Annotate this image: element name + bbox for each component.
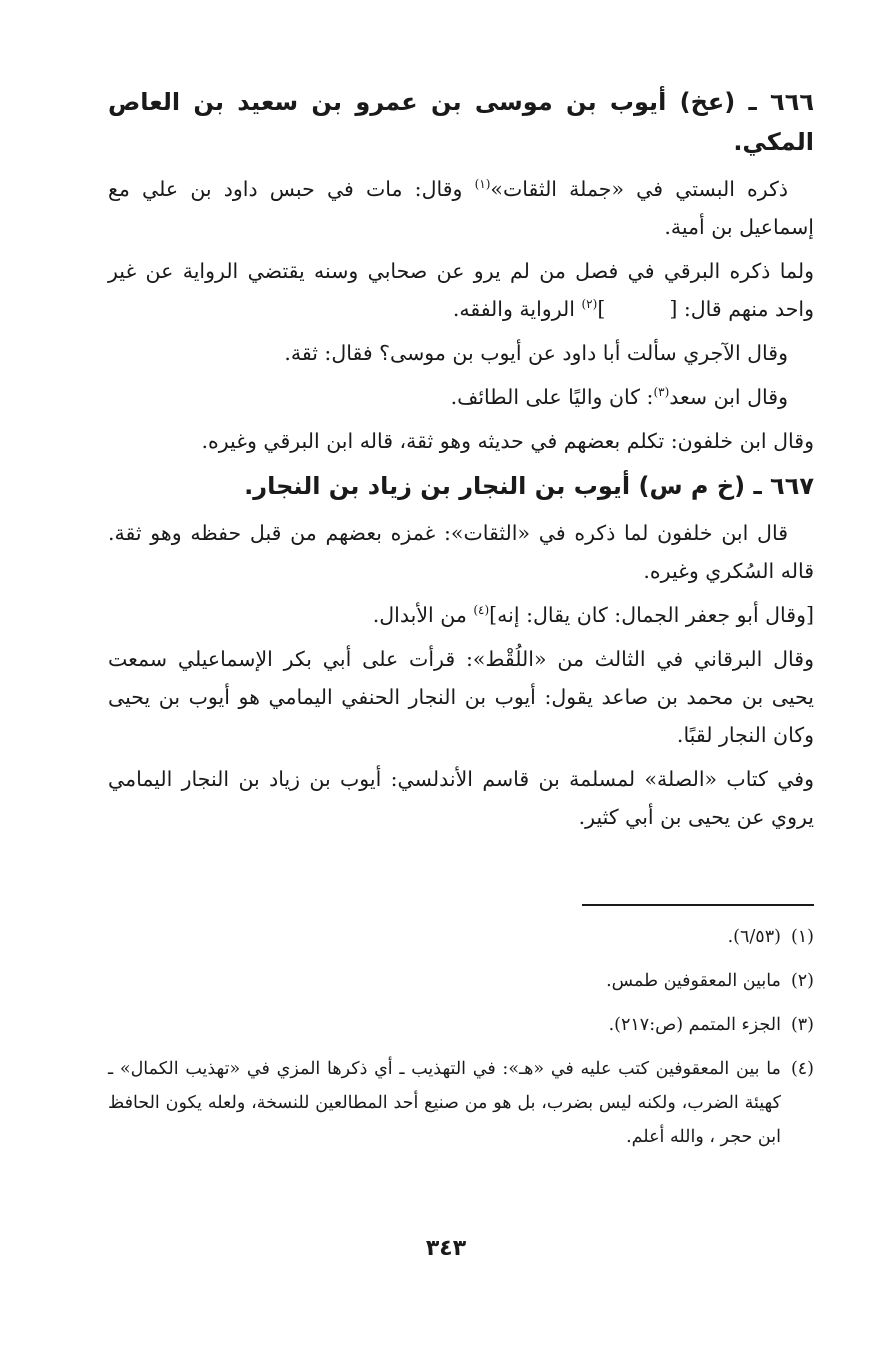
footnote-ref-2: (٢) — [581, 297, 598, 312]
page-number: ٣٤٣ — [425, 1236, 467, 1261]
entry-666-text-2b: ] — [597, 297, 606, 321]
entry-666-paragraph-5: وقال ابن خلفون: تكلم بعضهم في حديثه وهو ثقة، قاله ابن البرقي وغيره. — [201, 429, 814, 453]
main-text — [108, 82, 814, 842]
entry-666-text-1b: وقال: مات في حبس داود بن علي مع إسماعيل بن أمية. — [108, 177, 814, 239]
footnote-3 — [108, 1008, 814, 1042]
footnotes — [108, 920, 814, 1164]
entry-title-666: ٦٦٦ ـ (عخ) أيوب بن موسى بن عمرو بن سعيد بن العاص المكي. — [108, 88, 814, 156]
footnote-ref-1: (١) — [474, 177, 491, 192]
footnote-ref-4: (٤) — [473, 603, 490, 618]
footnote-number: (٣) — [790, 1015, 814, 1035]
footnote-2 — [108, 964, 814, 998]
footnote-text: الجزء المتمم (ص:٢١٧). — [608, 1015, 781, 1035]
entry-667-paragraph-3: وقال البرقاني في الثالث من «اللُقْط»: قرأت على أبي بكر الإسماعيلي سمعت يحيى بن محمد بن صاعد يقول: أيوب بن النجار الحنفي اليمامي هو أيوب بن يحيى وكان النجار لقبًا. — [108, 647, 814, 747]
footnote-text: (٦/٥٣). — [727, 927, 781, 947]
entry-667-paragraph-2 — [108, 596, 814, 634]
entry-666-text-2a: ولما ذكره البرقي في فصل من لم يرو عن صحابي وسنه يقتضي الرواية عن غير واحد منهم قال: [ — [108, 259, 814, 321]
entry-667-text-2b: من الأبدال. — [372, 603, 474, 627]
entry-666-paragraph-3: وقال الآجري سألت أبا داود عن أيوب بن موسى؟ فقال: ثقة. — [284, 341, 788, 365]
entry-666-text-4a: وقال ابن سعد — [669, 385, 788, 409]
entry-title-667: ٦٦٧ ـ (خ م س) أيوب بن النجار بن زياد بن النجار. — [244, 472, 814, 500]
footnote-number: (٤) — [790, 1059, 814, 1079]
footnote-number: (٢) — [790, 971, 814, 991]
entry-666-text-4b: : كان واليًا على الطائف. — [450, 385, 654, 409]
footnote-text: مابين المعقوفين طمس. — [606, 971, 781, 991]
entry-666-text-2c: الرواية والفقه. — [452, 297, 582, 321]
entry-666-paragraph-2 — [108, 252, 814, 328]
footnote-separator — [582, 904, 814, 906]
footnote-number: (١) — [790, 927, 814, 947]
footnote-ref-3: (٣) — [653, 385, 670, 400]
entry-667-text-2a: [وقال أبو جعفر الجمال: كان يقال: إنه] — [489, 603, 814, 627]
entry-666-paragraph-4 — [108, 378, 814, 416]
entry-667-paragraph-4: وفي كتاب «الصلة» لمسلمة بن قاسم الأندلسي: أيوب بن زياد بن النجار اليمامي يروي عن يحيى بن أبي كثير. — [108, 767, 814, 829]
entry-666-text-1a: ذكره البستي في «جملة الثقات» — [490, 177, 788, 201]
footnote-4 — [108, 1052, 814, 1154]
entry-667-paragraph-1: قال ابن خلفون لما ذكره في «الثقات»: غمزه بعضهم من قبل حفظه وهو ثقة. قاله السُكري وغيره. — [108, 521, 814, 583]
footnote-text: ما بين المعقوفين كتب عليه في «هـ»: في التهذيب ـ أي ذكرها المزي في «تهذيب الكمال» ـ كهيئة الضرب، ولكنه ليس بضرب، بل هو من صنيع أحد المطالعين للنسخة، ولعله يكون الحافظ ابن حجر ، والله أعلم. — [108, 1059, 781, 1147]
footnote-1 — [108, 920, 814, 954]
entry-666-paragraph-1 — [108, 170, 814, 246]
